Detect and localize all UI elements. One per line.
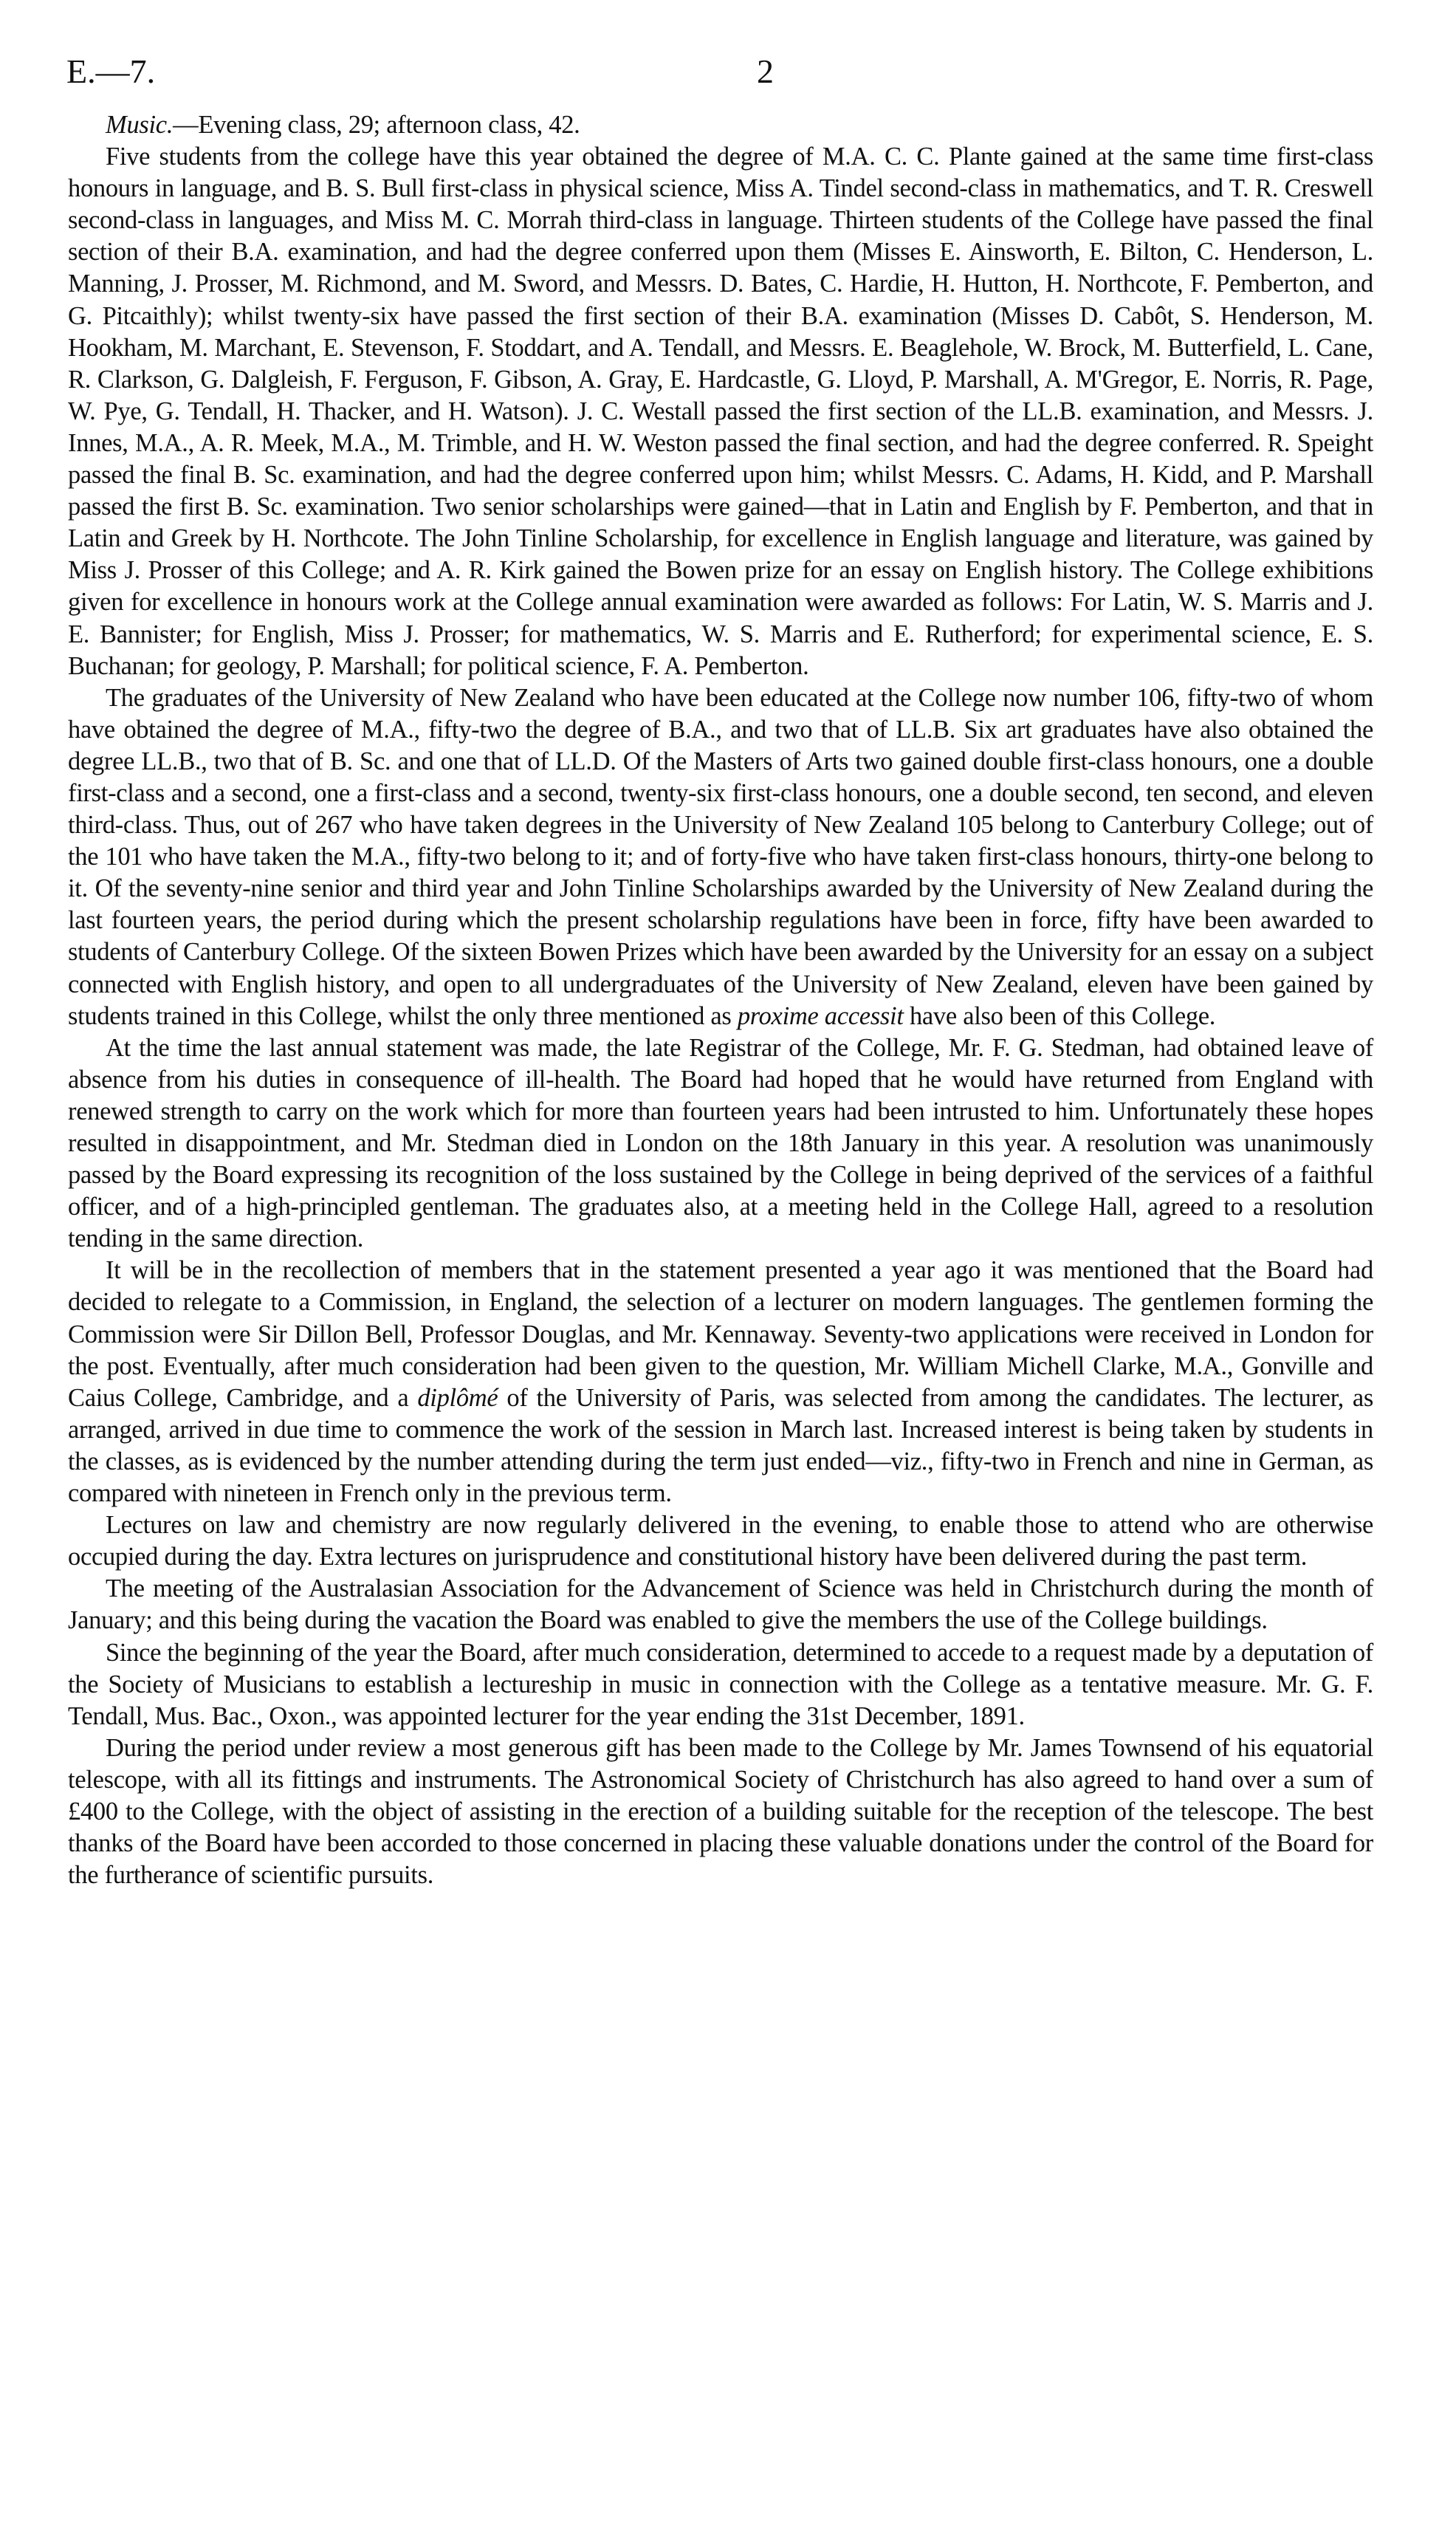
paragraph-text: The graduates of the University of New Zealand who have been educated at the College now number 106, fifty-two of whom have obtained the degree of M.A., fifty-two the degree of B.A., and two that of LL.B. Six art graduates have also obtained the degree LL.B., two that of B. Sc. and one that of LL.D. Of the Masters of Arts two gained double first-class honours, one a double first-class and a second, one a first-class and a second, twenty-six first-class honours, one a double second, ten second, and eleven third-class. Thus, out of 267 who have taken degrees in the University of New Zealand 105 belong to Canterbury College; out of the 101 who have taken the M.A., fifty-two belong to it; and of forty-five who have taken first-class honours, thirty-one belong to it. Of the seventy-nine senior and third year and John Tinline Scholarships awarded by the University of New Zealand during the last fourteen years, the period during which the present scholarship regulations have been in force, fifty have been awarded to students of Canterbury College. Of the sixteen Bowen Prizes which have been awarded by the University for an essay on a subject connected with English history, and open to all undergraduates of the University of New Zealand, eleven have been gained by students trained in this College, whilst the only three mentioned as: [68, 683, 1373, 1030]
paragraph-lectures: Lectures on law and chemistry are now regularly delivered in the evening, to enable those to attend who are otherwise occupied during the day. Extra lectures on jurisprudence and constitutional history have been delivered during the past term.: [68, 1511, 1373, 1571]
paragraph-text: —Evening class, 29; afternoon class, 42.: [173, 111, 580, 139]
document-body: [68, 109, 1373, 1891]
paragraph-registrar: At the time the last annual statement was made, the late Registrar of the College, Mr. F. G. Stedman, had obtained leave of absence from his duties in consequence of ill-health. The Board had hoped that he would have returned from England with renewed strength to carry on the work which for more than fourteen years had been intrusted to him. Unfortunately these hopes resulted in disappointment, and Mr. Stedman died in London on the 18th January in this year. A resolution was unanimously passed by the Board expressing its recognition of the loss sustained by the College in being deprived of the services of a faithful officer, and of a high-principled gentleman. The graduates also, at a meeting held in the College Hall, agreed to a resolution tending in the same direction.: [68, 1033, 1373, 1253]
page-header: [66, 52, 1373, 96]
music-heading: Music.: [106, 111, 174, 139]
italic-phrase: proxime accessit: [737, 1001, 904, 1030]
document-code: E.—7.: [66, 52, 156, 90]
paragraph-telescope: During the period under review a most generous gift has been made to the College by Mr. James Townsend of his equatorial telescope, with all its fittings and instruments. The Astronomical Society of Christchurch has also agreed to hand over a sum of £400 to the College, with the object of assisting in the erection of a building suitable for the reception of the telescope. The best thanks of the Board have been accorded to those concerned in placing these valuable donations under the control of the Board for the furtherance of scientific pursuits.: [68, 1733, 1373, 1890]
paragraph-text-tail: have also been of this College.: [903, 1001, 1216, 1030]
paragraph-text-tail: of the University of Paris, was selected from among the candidates. The lecturer, as arranged, arrived in due time to commence the work of the session in March last. Increased interest is being taken by students in the classes, as is evidenced by the number attending during the term just ended—viz., fifty-two in French and nine in German, as compared with nineteen in French only in the previous term.: [68, 1383, 1374, 1508]
paragraph-association: The meeting of the Australasian Association for the Advancement of Science was held in Christchurch during the month of January; and this being during the vacation the Board was enabled to give the members the use of the College buildings.: [68, 1574, 1373, 1635]
paragraph-graduates: [68, 682, 1373, 1032]
page-number: 2: [757, 52, 774, 90]
paragraph-degrees: Five students from the college have this year obtained the degree of M.A. C. C. Plante gained at the same time first-class honours in language, and B. S. Bull first-class in physical science, Miss A. Tindel second-class in mathematics, and T. R. Creswell second-class in languages, and Miss M. C. Morrah third-class in language. Thirteen students of the College have passed the final section of their B.A. examination, and had the degree conferred upon them (Misses E. Ainsworth, E. Bilton, C. Henderson, L. Manning, J. Prosser, M. Richmond, and M. Sword, and Messrs. D. Bates, C. Hardie, H. Hutton, H. Northcote, F. Pemberton, and G. Pitcaithly); whilst twenty-six have passed the first section of their B.A. examination (Misses D. Cabôt, S. Henderson, M. Hookham, M. Marchant, E. Stevenson, F. Stoddart, and A. Tendall, and Messrs. E. Beaglehole, W. Brock, M. Butterfield, L. Cane, R. Clarkson, G. Dalgleish, F. Ferguson, F. Gibson, A. Gray, E. Hardcastle, G. Lloyd, P. Marshall, A. M'Gregor, E. Norris, R. Page, W. Pye, G. Tendall, H. Thacker, and H. Watson). J. C. Westall passed the first section of the LL.B. examination, and Messrs. J. Innes, M.A., A. R. Meek, M.A., M. Trimble, and H. W. Weston passed the final section, and had the degree conferred. R. Speight passed the final B. Sc. examination, and had the degree conferred upon him; whilst Messrs. C. Adams, H. Kidd, and P. Marshall passed the first B. Sc. examination. Two senior scholarships were gained—that in Latin and English by F. Pemberton, and that in Latin and Greek by H. Northcote. The John Tinline Scholarship, for excellence in English language and literature, was gained by Miss J. Prosser of this College; and A. R. Kirk gained the Bowen prize for an essay on English history. The College exhibitions given for excellence in honours work at the College annual examination were awarded as follows: For Latin, W. S. Marris and J. E. Bannister; for English, Miss J. Prosser; for mathematics, W. S. Marris and E. Rutherford; for experimental science, E. S. Buchanan; for geology, P. Marshall; for political science, F. A. Pemberton.: [68, 143, 1373, 680]
italic-phrase: diplômé: [417, 1383, 498, 1412]
paragraph-music: [68, 109, 1373, 141]
paragraph-text: It will be in the recollection of members that in the statement presented a year ago it was mentioned that the Board had decided to relegate to a Commission, in England, the selection of a lecturer on modern languages. The gentlemen forming the Commission were Sir Dillon Bell, Professor Douglas, and Mr. Kennaway. Seventy-two applications were received in London for the post. Eventually, after much consideration had been given to the question, Mr. William Michell Clarke, M.A., Gonville and Caius College, Cambridge, and a: [68, 1256, 1373, 1412]
paragraph-music-lectureship: Since the beginning of the year the Board, after much consideration, determined to accede to a request made by a deputation of the Society of Musicians to establish a lectureship in music in connection with the College as a tentative measure. Mr. G. F. Tendall, Mus. Bac., Oxon., was appointed lecturer for the year ending the 31st December, 1891.: [68, 1638, 1373, 1730]
paragraph-lecturer: [68, 1255, 1373, 1509]
